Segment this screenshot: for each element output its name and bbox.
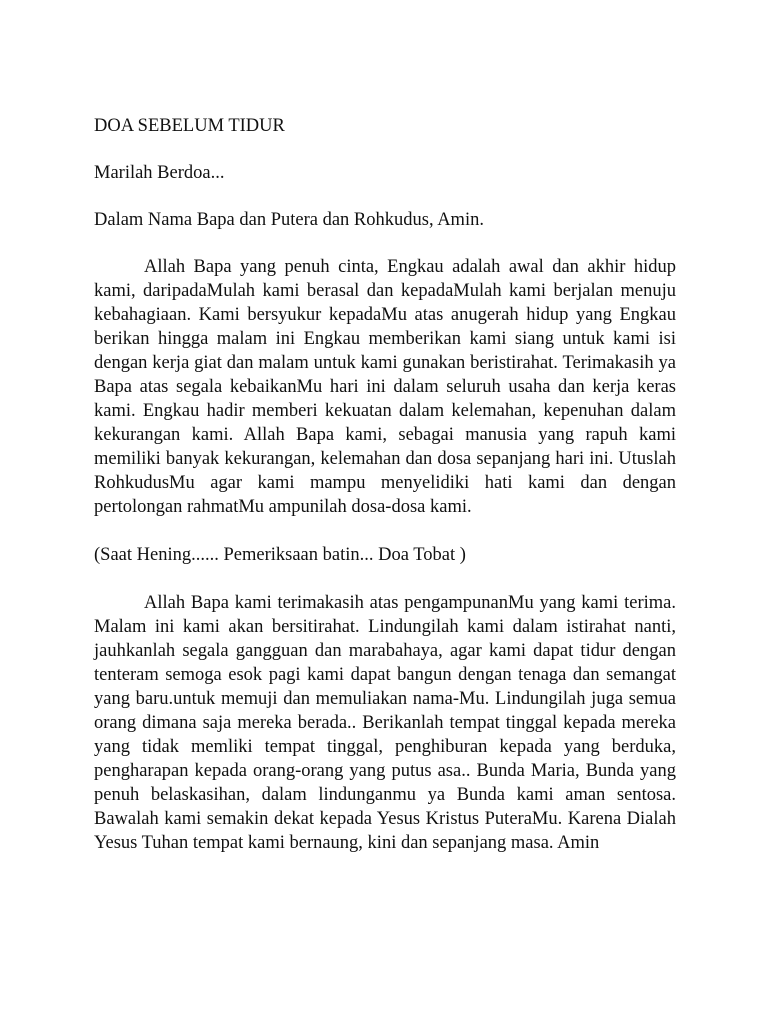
silence-note: (Saat Hening...... Pemeriksaan batin... Doa Tobat ): [94, 545, 466, 565]
document-body: [94, 114, 676, 855]
prayer-paragraph-2: Allah Bapa kami terimakasih atas pengampunanMu yang kami terima. Malam ini kami akan bersitirahat. Lindungilah kami dalam istirahat nanti, jauhkanlah segala gangguan dan marabahaya, agar kami dapat tidur dengan tenteram semoga esok pagi kami dapat bangun dengan tenaga dan semangat yang baru.untuk memuji dan memuliakan nama-Mu. Lindungilah juga semua orang dimana saja mereka berada.. Berikanlah tempat tinggal kepada mereka yang tidak memliki tempat tinggal, penghiburan kepada yang berduka, pengharapan kepada orang-orang yang putus asa.. Bunda Maria, Bunda yang penuh belaskasihan, dalam lindunganmu ya Bunda kami aman sentosa. Bawalah kami semakin dekat kepada Yesus Kristus PuteraMu. Karena Dialah Yesus Tuhan tempat kami bernaung, kini dan sepanjang masa. Amin: [94, 593, 676, 853]
opening-line: Marilah Berdoa...: [94, 163, 225, 183]
document-title: DOA SEBELUM TIDUR: [94, 116, 285, 136]
invocation-line: Dalam Nama Bapa dan Putera dan Rohkudus, Amin.: [94, 210, 484, 230]
prayer-paragraph-1: Allah Bapa yang penuh cinta, Engkau adalah awal dan akhir hidup kami, daripadaMulah kami berasal dan kepadaMulah kami berjalan menuju kebahagiaan. Kami bersyukur kepadaMu atas anugerah hidup yang Engkau berikan hingga malam ini Engkau memberikan kami siang untuk kami isi dengan kerja giat dan malam untuk kami gunakan beristirahat. Terimakasih ya Bapa atas segala kebaikanMu hari ini dalam seluruh usaha dan kerja keras kami. Engkau hadir memberi kekuatan dalam kelemahan, kepenuhan dalam kekurangan kami. Allah Bapa kami, sebagai manusia yang rapuh kami memiliki banyak kekurangan, kelemahan dan dosa sepanjang hari ini. Utuslah RohkudusMu agar kami mampu menyelidiki hati kami dan dengan pertolongan rahmatMu ampunilah dosa-dosa kami.: [94, 257, 676, 517]
